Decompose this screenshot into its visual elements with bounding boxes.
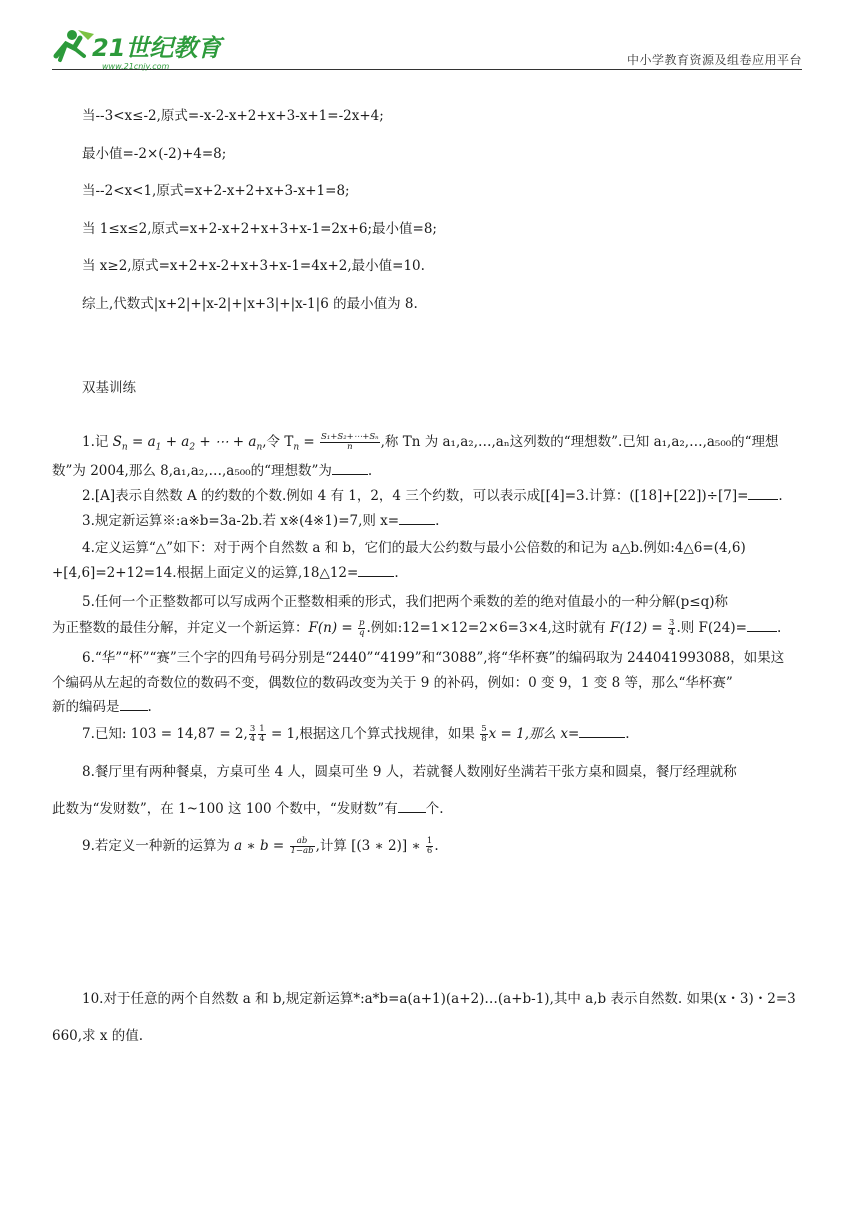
answer-blank[interactable] — [332, 461, 368, 475]
fraction: $\frac{1}{4}$ — [259, 724, 265, 744]
question-6-line-2: 个编码从左起的奇数位的数码不变，偶数位的数码改变为关于 9 的补码，例如：0 变 9，1 变 8 等，那么“华杯赛” — [52, 675, 733, 691]
question-3: 3.规定新运算※:a※b=3a-2b.若 x※(4※1)=7,则 x= . — [82, 513, 440, 529]
logo — [50, 26, 230, 72]
question-6-line-1: 6.“华”“杯”“赛”三个字的四角号码分别是“2440”“4199”和“3088”,将“华杯赛”的编码取为 244041993088，如果这 — [82, 650, 785, 666]
fraction: $\frac{1}{6}$ — [426, 836, 433, 856]
answer-blank[interactable] — [358, 563, 394, 577]
question-8-line-2: 此数为“发财数”，在 1~100 这 100 个数中，“发财数”有 个. — [52, 801, 444, 817]
question-6-line-3: 新的编码是 . — [52, 699, 152, 715]
fraction: $\frac{3}{4}$ — [669, 618, 675, 638]
question-8-line-1: 8.餐厅里有两种餐桌，方桌可坐 4 人，圆桌可坐 9 人，若就餐人数刚好坐满若干张方桌和圆桌，餐厅经理就称 — [82, 764, 737, 780]
question-5-line-1: 5.任何一个正整数都可以写成两个正整数相乘的形式，我们把两个乘数的差的绝对值最小的一种分解(p≤q)称 — [82, 594, 729, 610]
solution-line-4: 当 1≤x≤2,原式=x+2-x+2+x+3+x-1=2x+6;最小值=8; — [82, 221, 437, 237]
header-divider — [52, 69, 802, 70]
solution-line-5: 当 x≥2,原式=x+2+x-2+x+3+x-1=4x+2,最小值=10. — [82, 258, 425, 274]
logo-text: 21世纪教育 — [92, 34, 222, 62]
fraction: $\frac{\text{S₁+S₂+⋯+Sₙ}}{n}$ — [321, 432, 379, 452]
answer-blank[interactable] — [748, 486, 778, 500]
answer-blank[interactable] — [747, 618, 777, 632]
fraction: $\frac{5}{8}$ — [481, 724, 487, 744]
logo-url: www.21cnjy.com — [102, 62, 170, 71]
question-5-line-2: 为正整数的最佳分解，并定义一个新运算：F(n) = $\frac{p}{q}$ .例如:12=1×12=2×6=3×4,这时就有 F(12) = $\frac{3}{4}$ .则 F(24)= . — [52, 618, 782, 638]
solution-line-2: 最小值=-2×(-2)+4=8; — [82, 146, 227, 162]
question-4-line-1: 4.定义运算“△”如下：对于两个自然数 a 和 b，它们的最大公约数与最小公倍数的和记为 a△b.例如:4△6=(4,6) — [82, 540, 746, 556]
section-title: 双基训练 — [82, 380, 136, 396]
question-1-line-2: 数”为 2004,那么 8,a₁,a₂,…,a₅₀₀的“理想数”为 . — [52, 463, 373, 479]
question-10-line-1: 10.对于任意的两个自然数 a 和 b,规定新运算*:a*b=a(a+1)(a+2)…(a+b-1),其中 a,b 表示自然数. 如果(x・3)・2=3 — [82, 991, 796, 1007]
question-7: 7.已知: 103 = 14,87 = 2, $\frac{3}{4}$ $\frac{1}{4}$ = 1,根据这几个算式找规律，如果 $\frac{5}{8}$ x = 1,那么 x= . — [82, 724, 630, 744]
answer-blank[interactable] — [398, 799, 426, 813]
logo-runner-icon — [50, 26, 230, 72]
solution-line-1: 当--3<x≤-2,原式=-x-2-x+2+x+3-x+1=-2x+4; — [82, 108, 384, 124]
question-9: 9.若定义一种新的运算为 a ∗ b = $\frac{ab}{1-ab}$ ,计算 [(3 ∗ 2)] ∗ $\frac{1}{6}$ . — [82, 836, 439, 856]
site-name: 中小学教育资源及组卷应用平台 — [626, 53, 802, 67]
fraction: $\frac{p}{q}$ — [359, 618, 365, 638]
solution-line-6: 综上,代数式|x+2|+|x-2|+|x+3|+|x-1|6 的最小值为 8. — [82, 296, 418, 312]
answer-blank[interactable] — [399, 511, 435, 525]
question-1-line-1: 1.记 $S_n = a_1 + a_2$ + ⋯ + $a_n$,令 $T_n$ = $\frac{\text{S₁+S₂+⋯+Sₙ}}{n}$ ,称 Tn 为 a₁,a₂,…,aₙ这列数的“理想数”.已知 a₁,a₂,…,a₅₀₀的“理想 — [82, 432, 779, 453]
question-2: 2.[A]表示自然数 A 的约数的个数.例如 4 有 1，2，4 三个约数，可以表示成[[4]=3.计算：([18]+[22])÷[7]= . — [82, 488, 783, 504]
solution-line-3: 当--2<x<1,原式=x+2-x+2+x+3-x+1=8; — [82, 183, 350, 199]
fraction: $\frac{3}{4}$ — [249, 724, 256, 744]
question-10-line-2: 660,求 x 的值. — [52, 1028, 144, 1044]
answer-blank[interactable] — [120, 697, 148, 711]
page-header — [0, 0, 860, 72]
question-4-line-2: +[4,6]=2+12=14.根据上面定义的运算,18△12= . — [52, 565, 399, 581]
answer-blank[interactable] — [579, 724, 625, 738]
fraction: $\frac{ab}{1-ab}$ — [290, 836, 314, 856]
